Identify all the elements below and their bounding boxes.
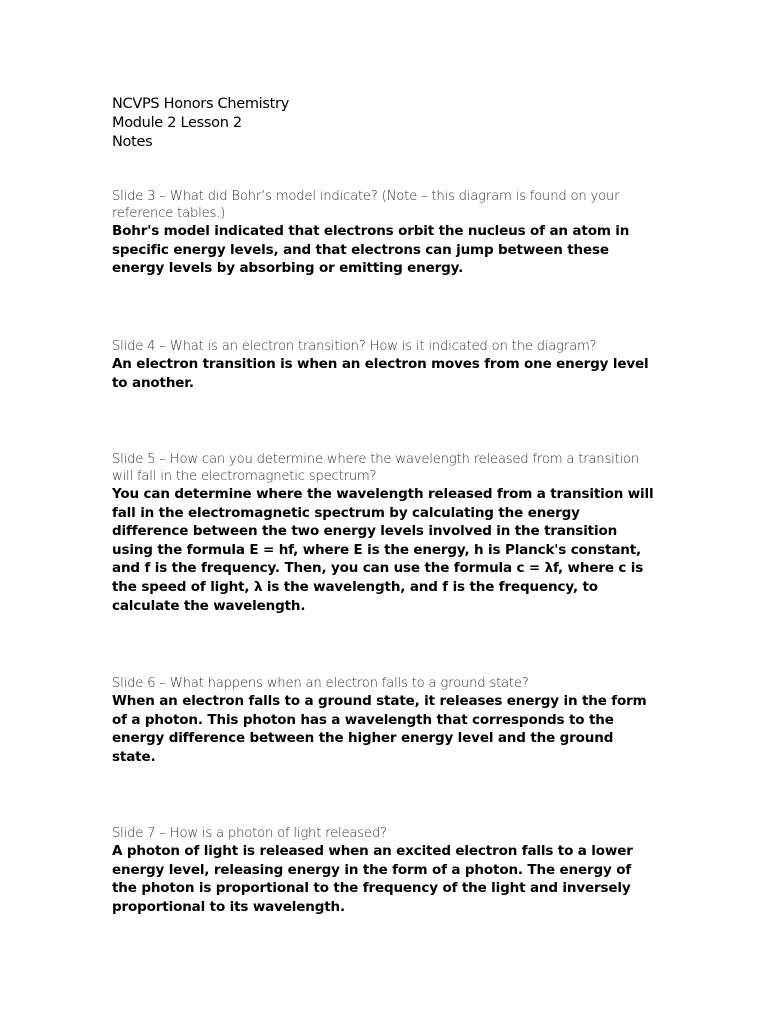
slide-4-answer: An electron transition is when an electron moves from one energy level to another. <box>112 356 649 391</box>
slide-6-question: Slide 6 – What happens when an electron falls to a ground state? <box>112 676 529 691</box>
document-header <box>112 95 657 152</box>
slide-3-answer: Bohr's model indicated that electrons orbit the nucleus of an atom in specific energy levels, and that electrons can jump between these energy levels by absorbing or emitting energy. <box>112 223 630 277</box>
slide-4-question: Slide 4 – What is an electron transition? How is it indicated on the diagram? <box>112 339 597 354</box>
slide-5-block <box>112 451 657 615</box>
slide-6-answer: When an electron falls to a ground state, it releases energy in the form of a photon. This photon has a wavelength that corresponds to the energy difference between the higher energy level and the ground state. <box>112 693 647 765</box>
module-title: Module 2 Lesson 2 <box>112 115 242 131</box>
slide-7-block <box>112 825 657 916</box>
course-title: NCVPS Honors Chemistry <box>112 96 289 112</box>
slide-3-block <box>112 188 657 278</box>
slide-4-block <box>112 338 657 392</box>
slide-7-question: Slide 7 – How is a photon of light released? <box>112 826 387 841</box>
slide-7-answer: A photon of light is released when an excited electron falls to a lower energy level, releasing energy in the form of a photon. The energy of the photon is proportional to the frequency of the light and inversely proportional to its wavelength. <box>112 843 633 915</box>
notes-title: Notes <box>112 134 153 150</box>
slide-5-question: Slide 5 – How can you determine where the wavelength released from a transition will fall in the electromagnetic spectrum? <box>112 452 640 484</box>
slide-3-question: Slide 3 – What did Bohr’s model indicate? (Note – this diagram is found on your reference tables.) <box>112 189 620 221</box>
slide-6-block <box>112 675 657 766</box>
slide-5-answer: You can determine where the wavelength released from a transition will fall in the electromagnetic spectrum by calculating the energy difference between the two energy levels involved in the transition using the formula E = hf, where E is the energy, h is Planck's constant, and f is the frequency. Then, you can use the formula c = λf, where c is the speed of light, λ is the wavelength, and f is the frequency, to calculate the wavelength. <box>112 486 654 614</box>
